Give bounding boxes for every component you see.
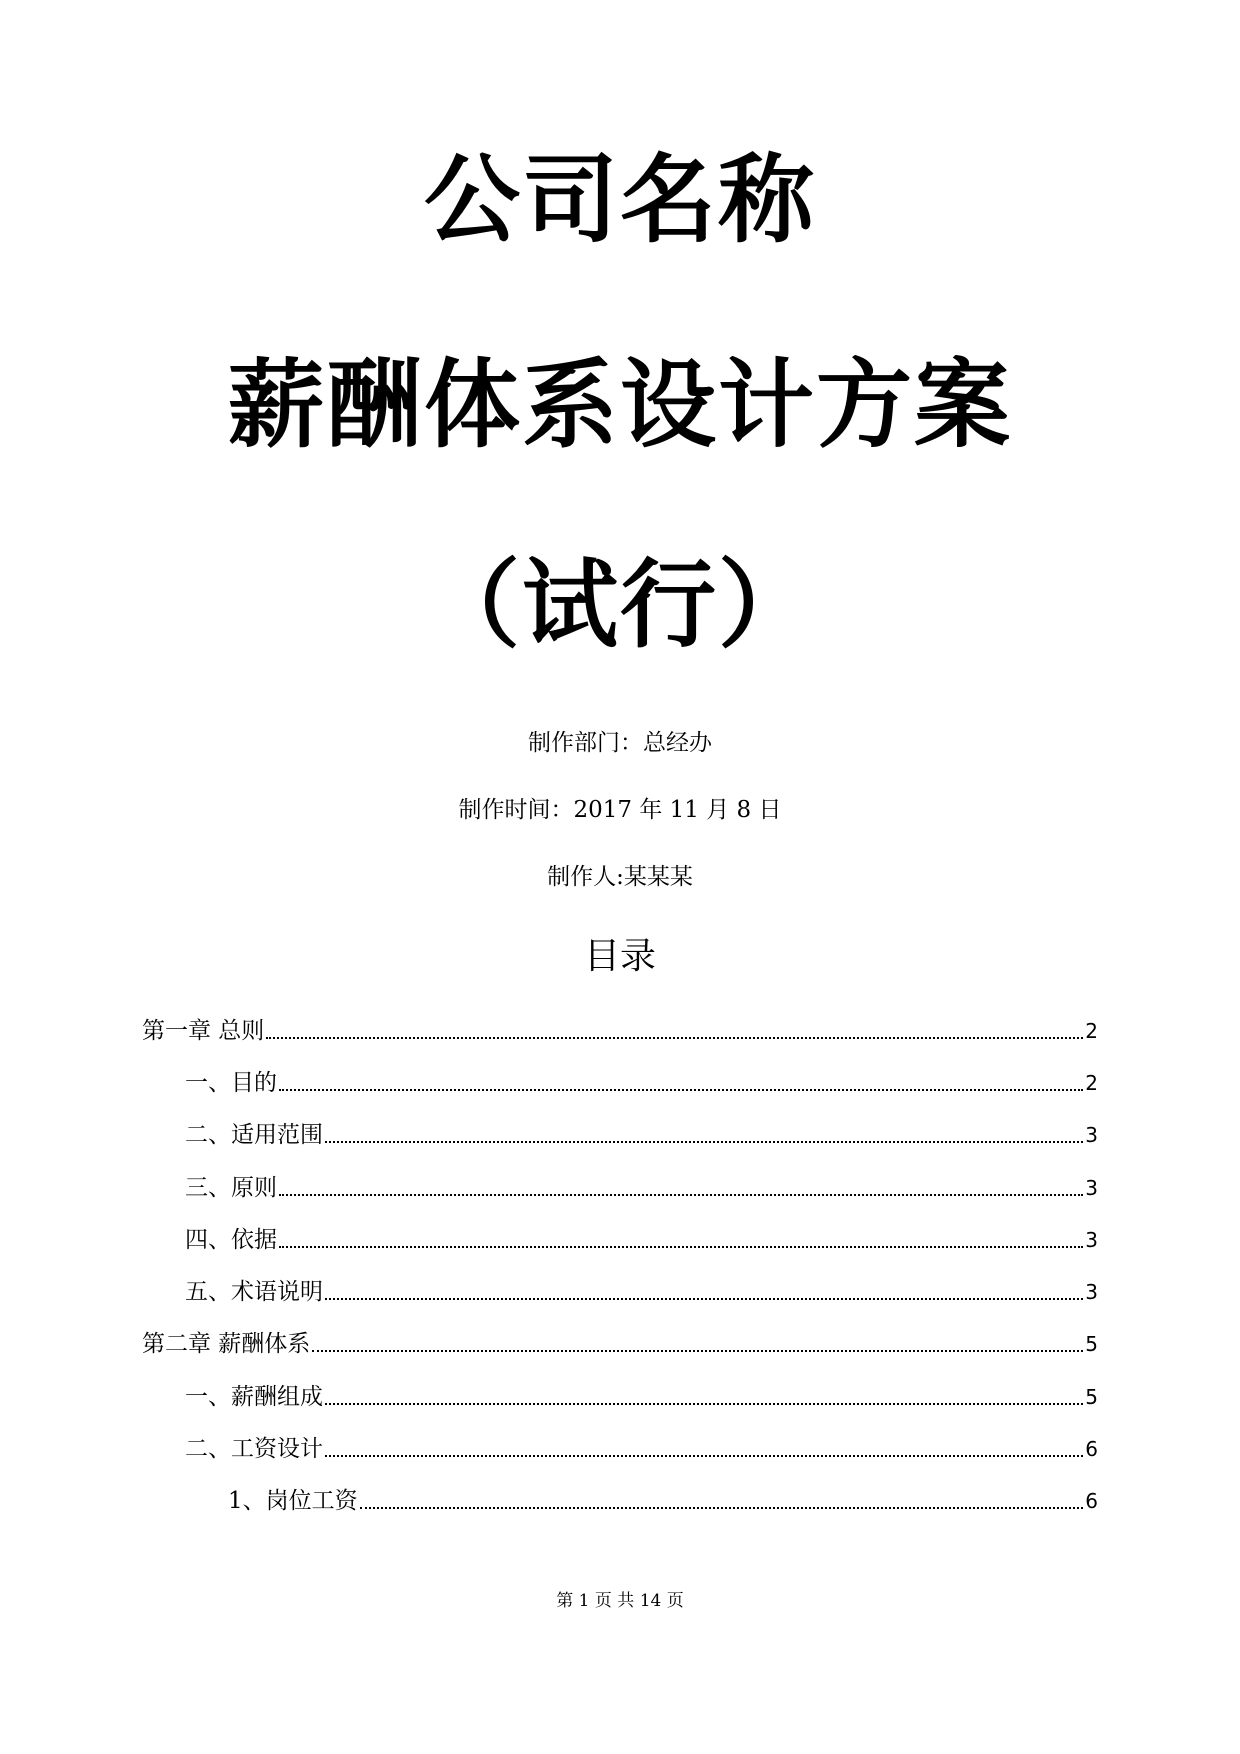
toc-entry-label: 五、术语说明 xyxy=(185,1279,323,1305)
toc-entry-chapter-1[interactable] xyxy=(142,1010,1098,1046)
toc-entry-purpose[interactable] xyxy=(185,1062,1098,1098)
toc-dot-leader xyxy=(279,1089,1083,1091)
toc-dot-leader xyxy=(279,1246,1083,1248)
toc-dot-leader xyxy=(325,1141,1083,1143)
toc-dot-leader xyxy=(325,1298,1083,1300)
document-status-title: （试行） xyxy=(424,549,816,661)
toc-entry-label: 三、原则 xyxy=(185,1175,277,1201)
toc-dot-leader xyxy=(360,1507,1084,1509)
toc-entry-page: 3 xyxy=(1085,1280,1098,1304)
toc-entry-page: 3 xyxy=(1085,1123,1098,1147)
toc-entry-page: 3 xyxy=(1085,1228,1098,1252)
author-line: 制作人:某某某 xyxy=(547,864,693,890)
toc-entry-page: 2 xyxy=(1085,1019,1098,1043)
toc-entry-scope[interactable] xyxy=(185,1114,1098,1150)
company-name-title: 公司名称 xyxy=(424,144,816,256)
toc-entry-principles[interactable] xyxy=(185,1167,1098,1203)
toc-entry-page: 5 xyxy=(1085,1332,1098,1356)
toc-entry-label: 第二章 薪酬体系 xyxy=(142,1331,311,1357)
toc-dot-leader xyxy=(325,1403,1083,1405)
toc-entry-page: 6 xyxy=(1085,1437,1098,1461)
toc-entry-label: 第一章 总则 xyxy=(142,1018,265,1044)
toc-entry-basis[interactable] xyxy=(185,1219,1098,1255)
toc-dot-leader xyxy=(266,1037,1083,1039)
toc-entry-position-wage[interactable] xyxy=(228,1480,1098,1516)
toc-entry-label: 二、适用范围 xyxy=(185,1122,323,1148)
date-line: 制作时间：2017 年 11 月 8 日 xyxy=(458,797,782,823)
toc-entry-label: 四、依据 xyxy=(185,1227,277,1253)
toc-dot-leader xyxy=(279,1194,1083,1196)
toc-entry-chapter-2[interactable] xyxy=(142,1323,1098,1359)
toc-entry-page: 3 xyxy=(1085,1176,1098,1200)
toc-entry-label: 1、岗位工资 xyxy=(228,1488,358,1514)
toc-entry-salary-composition[interactable] xyxy=(185,1376,1098,1412)
toc-entry-label: 二、工资设计 xyxy=(185,1436,323,1462)
toc-entry-label: 一、薪酬组成 xyxy=(185,1384,323,1410)
toc-dot-leader xyxy=(325,1455,1083,1457)
toc-entry-page: 5 xyxy=(1085,1385,1098,1409)
page-footer: 第 1 页 共 14 页 xyxy=(556,1591,684,1611)
toc-dot-leader xyxy=(312,1350,1083,1352)
toc-entry-terminology[interactable] xyxy=(185,1271,1098,1307)
toc-entry-page: 2 xyxy=(1085,1071,1098,1095)
document-title: 薪酬体系设计方案 xyxy=(228,349,1012,461)
toc-entry-label: 一、目的 xyxy=(185,1070,277,1096)
toc-entry-page: 6 xyxy=(1085,1489,1098,1513)
toc-entry-wage-design[interactable] xyxy=(185,1428,1098,1464)
department-line: 制作部门：总经办 xyxy=(528,730,712,756)
toc-heading: 目录 xyxy=(583,936,656,977)
